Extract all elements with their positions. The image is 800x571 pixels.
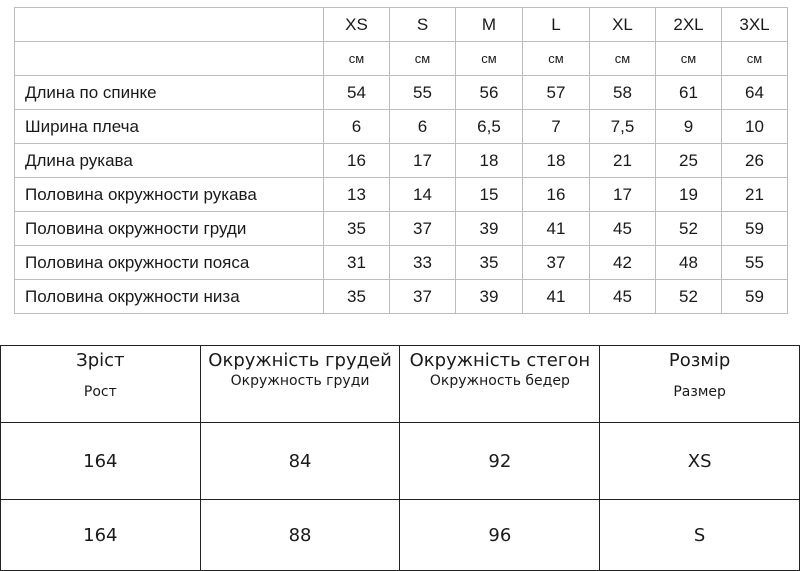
table-row [1,500,800,571]
table-cell: 57 [523,76,590,110]
table-cell: 16 [324,144,390,178]
header-size-uk: Розмір [668,350,731,371]
header-chest-ru: Окружность груди [230,373,370,389]
header-size [600,346,800,423]
size-header-s: S [390,8,456,42]
table-cell: 84 [200,423,400,500]
table-row [1,423,800,500]
table-cell: 52 [656,212,722,246]
table-cell: 17 [390,144,456,178]
unit-row [15,42,788,76]
table-cell: 41 [523,280,590,314]
header-chest-uk: Окружність грудей [208,350,392,371]
table-cell: 17 [590,178,656,212]
unit-cell: см [590,42,656,76]
unit-cell: см [456,42,523,76]
row-label: Длина рукава [15,144,324,178]
table-row [15,212,788,246]
table-row [15,144,788,178]
size-header-3xl: 3XL [722,8,788,42]
table-cell: 35 [456,246,523,280]
row-label: Половина окружности пояса [15,246,324,280]
table-cell: 19 [656,178,722,212]
header-chest [200,346,400,423]
table-row [15,280,788,314]
unit-cell: см [656,42,722,76]
table-cell: 61 [656,76,722,110]
table-cell: 35 [324,212,390,246]
unit-cell: см [722,42,788,76]
row-label: Половина окружности рукава [15,178,324,212]
table-cell: 59 [722,212,788,246]
header-hips-ru: Окружность бедер [429,373,570,389]
measurement-header-row [1,346,800,423]
table-row [15,110,788,144]
table-cell: 6,5 [456,110,523,144]
row-label: Половина окружности низа [15,280,324,314]
size-header-l: L [523,8,590,42]
table-cell: 33 [390,246,456,280]
table-cell: 64 [722,76,788,110]
unit-cell: см [390,42,456,76]
table-cell: 54 [324,76,390,110]
table-cell: 7 [523,110,590,144]
table-cell: 96 [400,500,600,571]
table-cell: 6 [324,110,390,144]
header-height [1,346,201,423]
table-cell: 37 [523,246,590,280]
unit-corner-cell [15,42,324,76]
table-cell: 25 [656,144,722,178]
table-cell: 13 [324,178,390,212]
table-cell: 16 [523,178,590,212]
table-row [15,76,788,110]
corner-cell [15,8,324,42]
table-cell: 42 [590,246,656,280]
table-cell: S [600,500,800,571]
table-cell: 7,5 [590,110,656,144]
size-chart-table [14,7,788,314]
table-cell: 6 [390,110,456,144]
unit-cell: см [324,42,390,76]
table-cell: 31 [324,246,390,280]
header-height-uk: Зріст [76,350,125,371]
header-size-ru: Размер [673,384,726,400]
table-cell: 41 [523,212,590,246]
table-cell: 45 [590,280,656,314]
table-cell: 88 [200,500,400,571]
table-cell: 58 [590,76,656,110]
unit-cell: см [523,42,590,76]
table-cell: 56 [456,76,523,110]
table-cell: 18 [523,144,590,178]
size-header-xs: XS [324,8,390,42]
header-hips-uk: Окружність стегон [409,350,591,371]
row-label: Половина окружности груди [15,212,324,246]
table-cell: 39 [456,280,523,314]
table-cell: 59 [722,280,788,314]
table-cell: 21 [590,144,656,178]
row-label: Длина по спинке [15,76,324,110]
table-cell: 55 [390,76,456,110]
table-cell: 45 [590,212,656,246]
table-cell: 18 [456,144,523,178]
size-header-row [15,8,788,42]
table-cell: XS [600,423,800,500]
table-cell: 26 [722,144,788,178]
table-cell: 48 [656,246,722,280]
row-label: Ширина плеча [15,110,324,144]
table-cell: 35 [324,280,390,314]
table-cell: 9 [656,110,722,144]
header-hips [400,346,600,423]
table-cell: 52 [656,280,722,314]
table-row [15,246,788,280]
size-header-2xl: 2XL [656,8,722,42]
size-header-xl: XL [590,8,656,42]
table-row [15,178,788,212]
table-cell: 164 [1,423,201,500]
table-cell: 164 [1,500,201,571]
table-cell: 92 [400,423,600,500]
table-cell: 55 [722,246,788,280]
size-header-m: M [456,8,523,42]
table-cell: 15 [456,178,523,212]
table-cell: 39 [456,212,523,246]
table-cell: 37 [390,280,456,314]
table-cell: 21 [722,178,788,212]
table-cell: 14 [390,178,456,212]
measurement-table [0,345,800,571]
header-height-ru: Рост [83,384,117,400]
table-cell: 37 [390,212,456,246]
table-cell: 10 [722,110,788,144]
